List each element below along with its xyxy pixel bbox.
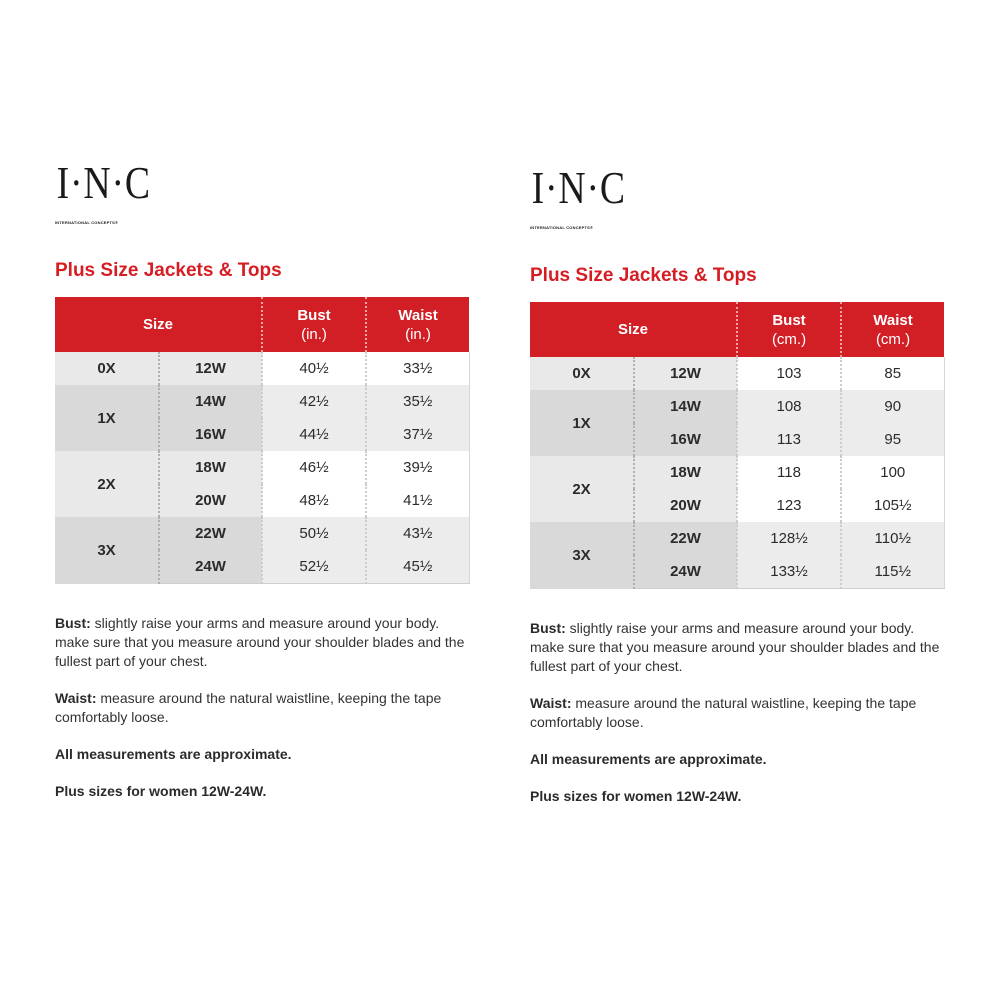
letter-size: 2X	[530, 456, 634, 522]
letter-size: 3X	[530, 522, 634, 589]
bust-value: 128½	[737, 522, 841, 555]
bust-header	[737, 302, 841, 357]
inc-logo	[55, 157, 469, 228]
w-size: 18W	[634, 456, 737, 489]
waist-header	[841, 302, 944, 357]
letter-size: 2X	[55, 451, 159, 517]
waist-header-label: Waist	[873, 311, 913, 329]
waist-note-label: Waist:	[55, 690, 97, 706]
size-table	[55, 297, 470, 584]
waist-value: 100	[841, 456, 944, 489]
chart-title: Plus Size Jackets & Tops	[55, 260, 282, 281]
waist-header-label: Waist	[398, 306, 438, 324]
chart-title: Plus Size Jackets & Tops	[530, 265, 757, 286]
waist-value: 115½	[841, 555, 944, 589]
waist-note	[530, 694, 944, 732]
waist-value: 43½	[366, 517, 469, 550]
inc-logo	[530, 162, 944, 233]
logo-mark: I·N·C	[531, 162, 626, 213]
table-header	[55, 297, 469, 352]
bust-value: 48½	[262, 484, 366, 517]
w-size: 20W	[634, 489, 737, 522]
approx-note	[530, 750, 944, 769]
waist-value: 33½	[366, 352, 469, 385]
bust-value: 42½	[262, 385, 366, 418]
bust-value: 113	[737, 423, 841, 456]
waist-value: 37½	[366, 418, 469, 451]
bust-value: 118	[737, 456, 841, 489]
bust-header	[262, 297, 366, 352]
bust-note	[530, 619, 944, 676]
logo-subtitle: INTERNATIONAL CONCEPTS®	[55, 220, 119, 225]
measurement-notes	[55, 614, 469, 801]
waist-value: 85	[841, 357, 944, 390]
table-row	[530, 390, 944, 423]
w-size: 14W	[159, 385, 262, 418]
size-chart-inches	[55, 157, 469, 819]
bust-note-label: Bust:	[55, 615, 91, 631]
waist-value: 95	[841, 423, 944, 456]
waist-value: 39½	[366, 451, 469, 484]
letter-size: 3X	[55, 517, 159, 584]
bust-value: 40½	[262, 352, 366, 385]
waist-value: 110½	[841, 522, 944, 555]
letter-size: 0X	[530, 357, 634, 390]
waist-header-unit: (in.)	[405, 325, 431, 343]
waist-header-unit: (cm.)	[875, 330, 911, 348]
waist-note-label: Waist:	[530, 695, 572, 711]
waist-note-text: measure around the natural waistline, keeping the tape comfortably loose.	[55, 690, 442, 725]
bust-header-label: Bust	[297, 306, 331, 324]
bust-header-unit: (in.)	[301, 325, 327, 343]
size-header: Size	[530, 302, 737, 357]
waist-header	[366, 297, 469, 352]
waist-value: 41½	[366, 484, 469, 517]
w-size: 24W	[634, 555, 737, 589]
waist-value: 35½	[366, 385, 469, 418]
size-header: Size	[55, 297, 262, 352]
bust-header-label: Bust	[772, 311, 806, 329]
letter-size: 0X	[55, 352, 159, 385]
bust-value: 44½	[262, 418, 366, 451]
bust-value: 103	[737, 357, 841, 390]
approx-note	[55, 745, 469, 764]
table-row	[55, 385, 469, 418]
table-row	[530, 357, 944, 390]
letter-size: 1X	[55, 385, 159, 451]
bust-value: 133½	[737, 555, 841, 589]
range-note	[55, 782, 469, 801]
range-note-text: Plus sizes for women 12W-24W.	[530, 788, 742, 804]
table-row	[55, 451, 469, 484]
w-size: 18W	[159, 451, 262, 484]
waist-value: 90	[841, 390, 944, 423]
w-size: 16W	[159, 418, 262, 451]
bust-note	[55, 614, 469, 671]
approx-note-text: All measurements are approximate.	[55, 746, 292, 762]
bust-header-unit: (cm.)	[771, 330, 807, 348]
w-size: 22W	[159, 517, 262, 550]
logo-mark: I·N·C	[56, 157, 151, 208]
measurement-notes	[530, 619, 944, 806]
logo-subtitle: INTERNATIONAL CONCEPTS®	[530, 225, 594, 230]
bust-value: 52½	[262, 550, 366, 584]
bust-value: 50½	[262, 517, 366, 550]
w-size: 22W	[634, 522, 737, 555]
waist-value: 45½	[366, 550, 469, 584]
range-note-text: Plus sizes for women 12W-24W.	[55, 783, 267, 799]
waist-value: 105½	[841, 489, 944, 522]
bust-note-text: slightly raise your arms and measure around your body. make sure that you measure around your shoulder blades and the fullest part of your chest.	[530, 620, 940, 674]
table-row	[530, 456, 944, 489]
letter-size: 1X	[530, 390, 634, 456]
bust-note-label: Bust:	[530, 620, 566, 636]
w-size: 14W	[634, 390, 737, 423]
w-size: 12W	[159, 352, 262, 385]
bust-value: 123	[737, 489, 841, 522]
approx-note-text: All measurements are approximate.	[530, 751, 767, 767]
waist-note-text: measure around the natural waistline, keeping the tape comfortably loose.	[530, 695, 917, 730]
w-size: 12W	[634, 357, 737, 390]
table-header	[530, 302, 944, 357]
w-size: 20W	[159, 484, 262, 517]
w-size: 16W	[634, 423, 737, 456]
table-row	[55, 352, 469, 385]
bust-value: 108	[737, 390, 841, 423]
size-chart-cm	[530, 162, 944, 824]
table-row	[55, 517, 469, 550]
bust-value: 46½	[262, 451, 366, 484]
size-table	[530, 302, 945, 589]
w-size: 24W	[159, 550, 262, 584]
range-note	[530, 787, 944, 806]
waist-note	[55, 689, 469, 727]
table-row	[530, 522, 944, 555]
bust-note-text: slightly raise your arms and measure around your body. make sure that you measure around your shoulder blades and the fullest part of your chest.	[55, 615, 465, 669]
